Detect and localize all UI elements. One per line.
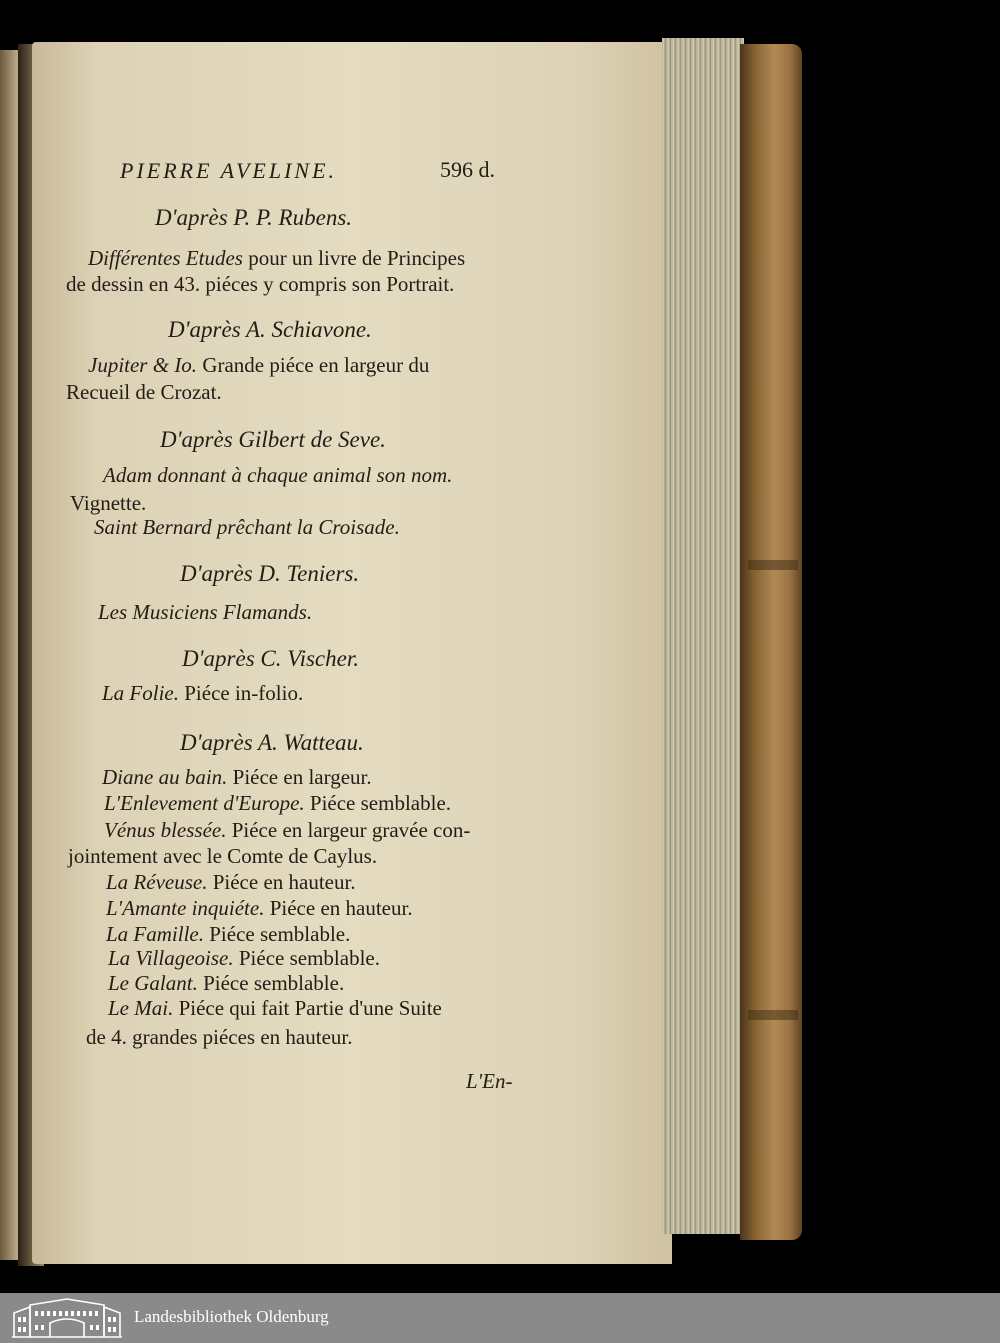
library-name: Landesbibliothek Oldenburg xyxy=(134,1307,329,1326)
entry-line: La Famille. Piéce semblable. xyxy=(106,922,351,946)
entry-line: La Réveuse. Piéce en hauteur. xyxy=(106,870,356,894)
entry-line: Le Galant. Piéce semblable. xyxy=(108,971,345,995)
entry-line: L'Enlevement d'Europe. Piéce semblable. xyxy=(104,791,452,815)
entry-line: Vénus blessée. Piéce en largeur gravée con- xyxy=(104,818,471,842)
cover-band xyxy=(748,1010,798,1020)
entry-line: jointement avec le Comte de Caylus. xyxy=(68,844,378,868)
catchword: L'En- xyxy=(466,1069,513,1093)
entry-line: Jupiter & Io. Grande piéce en largeur du xyxy=(88,353,430,377)
page-number: 596 d. xyxy=(440,157,495,182)
entry-line: Différentes Etudes pour un livre de Principes xyxy=(88,246,466,270)
section-heading: D'après D. Teniers. xyxy=(180,561,360,586)
entry-line: de dessin en 43. piéces y compris son Portrait. xyxy=(66,272,455,296)
library-footer-bar xyxy=(0,1293,1000,1343)
section-heading: D'après C. Vischer. xyxy=(182,646,359,671)
entry-line: Saint Bernard prêchant la Croisade. xyxy=(94,515,400,539)
entry-line: Recueil de Crozat. xyxy=(66,380,222,404)
entry-line: Vignette. xyxy=(70,491,147,515)
section-heading: D'après A. Schiavone. xyxy=(168,317,372,342)
entry-line: La Villageoise. Piéce semblable. xyxy=(108,946,380,970)
entry-line: Les Musiciens Flamands. xyxy=(98,600,313,624)
running-head-title: PIERRE AVELINE. xyxy=(120,158,338,183)
entry-line: La Folie. Piéce in-folio. xyxy=(102,681,304,705)
section-heading: D'après P. P. Rubens. xyxy=(155,205,353,230)
section-heading: D'après A. Watteau. xyxy=(180,730,364,755)
section-heading: D'après Gilbert de Seve. xyxy=(160,427,386,452)
entry-line: L'Amante inquiéte. Piéce en hauteur. xyxy=(106,896,413,920)
library-building-icon xyxy=(10,1297,124,1339)
entry-line: de 4. grandes piéces en hauteur. xyxy=(86,1025,353,1049)
entry-line: Adam donnant à chaque animal son nom. xyxy=(103,463,453,487)
cover-band xyxy=(748,560,798,570)
page-edges xyxy=(662,38,744,1234)
book-cover-spine xyxy=(740,44,802,1240)
entry-line: Le Mai. Piéce qui fait Partie d'une Suite xyxy=(108,996,442,1020)
entry-line: Diane au bain. Piéce en largeur. xyxy=(102,765,372,789)
